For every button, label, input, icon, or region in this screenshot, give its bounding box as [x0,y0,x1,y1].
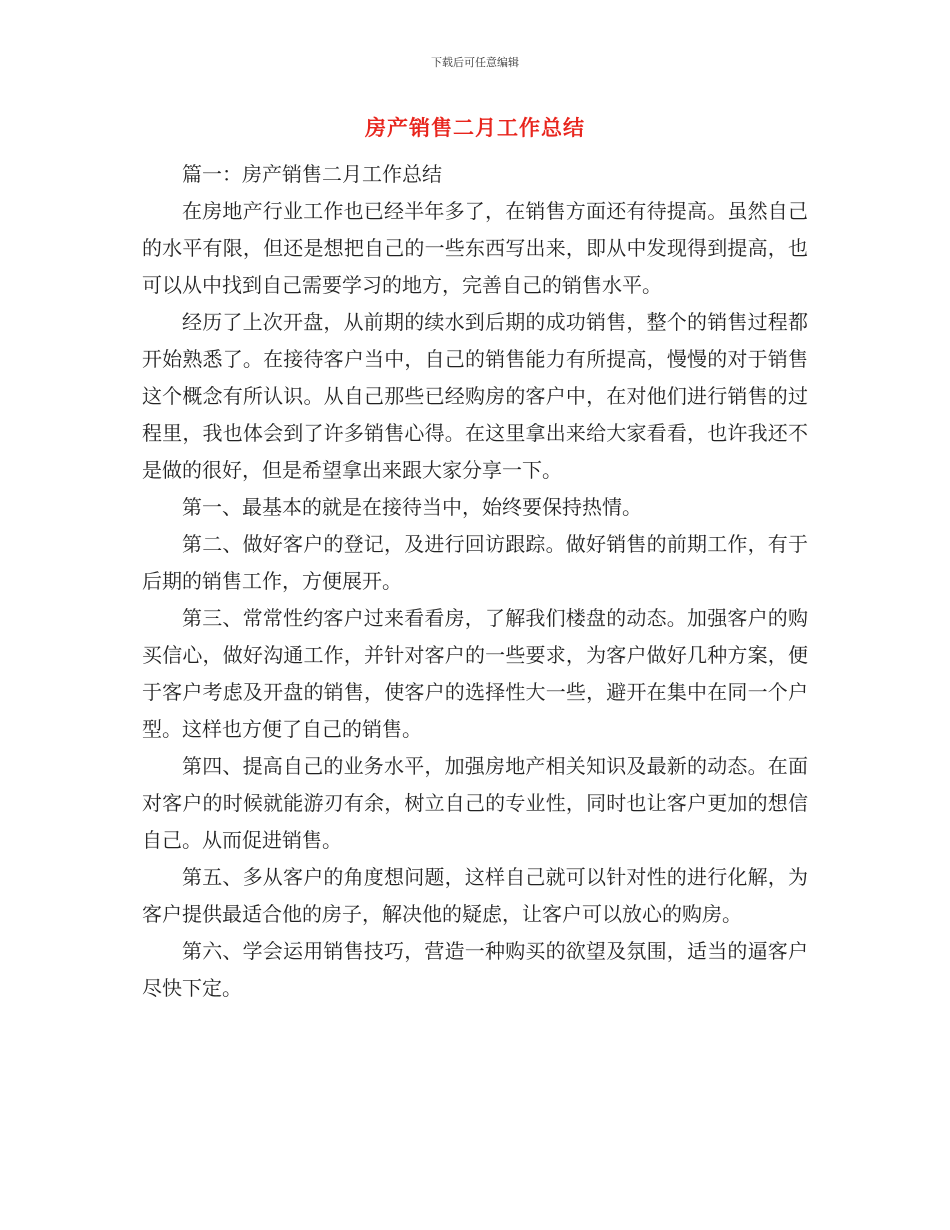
paragraph: 在房地产行业工作也已经半年多了，在销售方面还有待提高。虽然自己的水平有限，但还是想把自己的一些东西写出来，即从中发现得到提高，也可以从中找到自己需要学习的地方，完善自己的销售水平。 [142,199,808,297]
document-body [142,156,808,1007]
paragraph: 第四、提高自己的业务水平，加强房地产相关知识及最新的动态。在面对客户的时候就能游刃有余，树立自己的专业性，同时也让客户更加的想信自己。从而促进销售。 [142,754,808,852]
paragraph: 第二、做好客户的登记，及进行回访跟踪。做好销售的前期工作，有于后期的销售工作，方便展开。 [142,532,808,593]
paragraph: 第五、多从客户的角度想问题，这样自己就可以针对性的进行化解，为客户提供最适合他的房子，解决他的疑虑，让客户可以放心的购房。 [142,865,808,926]
paragraph: 第一、最基本的就是在接待当中，始终要保持热情。 [182,495,642,519]
section-heading: 篇一：房产销售二月工作总结 [182,162,442,186]
document-title: 房产销售二月工作总结 [365,116,585,140]
header-note: 下载后可任意编辑 [431,56,519,69]
paragraph: 第六、学会运用销售技巧，营造一种购买的欲望及氛围，适当的逼客户尽快下定。 [142,939,808,1000]
paragraph: 第三、常常性约客户过来看看房，了解我们楼盘的动态。加强客户的购买信心，做好沟通工作，并针对客户的一些要求，为客户做好几种方案，便于客户考虑及开盘的销售，使客户的选择性大一些，避开在集中在同一个户型。这样也方便了自己的销售。 [142,606,808,741]
paragraph: 经历了上次开盘，从前期的续水到后期的成功销售，整个的销售过程都开始熟悉了。在接待客户当中，自己的销售能力有所提高，慢慢的对于销售这个概念有所认识。从自己那些已经购房的客户中，在对他们进行销售的过程里，我也体会到了许多销售心得。在这里拿出来给大家看看，也许我还不是做的很好，但是希望拿出来跟大家分享一下。 [142,310,808,482]
